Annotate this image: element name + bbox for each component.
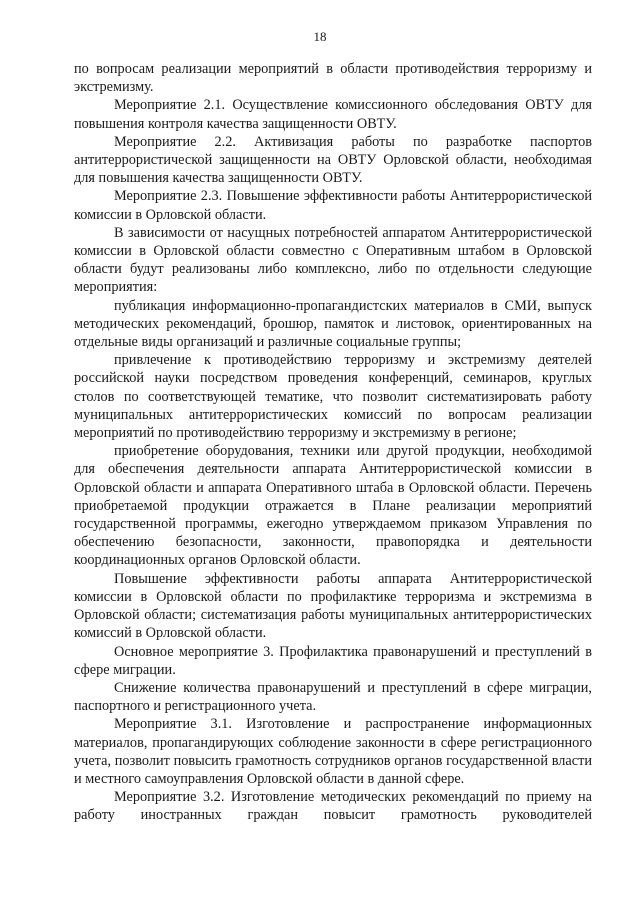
paragraph-2: Мероприятие 2.1. Осуществление комиссионного обследования ОВТУ для повышения контроля качества защищенности ОВТУ.: [74, 97, 592, 132]
document-body: [74, 60, 592, 825]
paragraph-7: привлечение к противодействию терроризму и экстремизму деятелей российской науки посредством проведения конференций, семинаров, круглых столов по соответствующей тематике, что позволит систематизировать работу муниципальных антитеррористических комиссий по вопросам реализации мероприятий по противодействию терроризму и экстремизму в регионе;: [74, 352, 592, 442]
paragraph-11: Снижение количества правонарушений и преступлений в сфере миграции, паспортного и регистрационного учета.: [74, 679, 592, 715]
paragraph-8: приобретение оборудования, техники или другой продукции, необходимой для обеспечения деятельности аппарата Антитеррористической комиссии в Орловской области и аппарата Оперативного штаба в Орловской области. Перечень приобретаемой продукции отражается в Плане реализации мероприятий государственной программы, ежегодно утверждаемом приказом Управления по обеспечению безопасности, законности, правопорядка и деятельности координационных органов Орловской области.: [74, 443, 592, 569]
paragraph-3: Мероприятие 2.2. Активизация работы по разработке паспортов антитеррористической защищенности на ОВТУ Орловской области, необходимая для повышения качества защищенности ОВТУ.: [74, 133, 592, 187]
paragraph-5: В зависимости от насущных потребностей аппаратом Антитеррористической комиссии в Орловской области совместно с Оперативным штабом в Орловской области будут реализованы либо комплексно, либо по отдельности следующие мероприятия:: [74, 224, 592, 296]
paragraph-4: Мероприятие 2.3. Повышение эффективности работы Антитеррористической комиссии в Орловской области.: [74, 188, 592, 223]
paragraph-1: по вопросам реализации мероприятий в области противодействия терроризму и экстремизму.: [74, 61, 592, 96]
paragraph-9: Повышение эффективности работы аппарата Антитеррористической комиссии в Орловской области по профилактике терроризма и экстремизма в Орловской области; систематизация работы муниципальных антитеррористических комиссий в Орловской области.: [74, 570, 592, 642]
paragraph-10: Основное мероприятие 3. Профилактика правонарушений и преступлений в сфере миграции.: [74, 643, 592, 678]
page-number: 18: [313, 29, 327, 44]
paragraph-6: публикация информационно-пропагандистских материалов в СМИ, выпуск методических рекомендаций, брошюр, памяток и листовок, ориентированных на отдельные виды организаций и различные социальные группы;: [74, 297, 592, 351]
paragraph-13: Мероприятие 3.2. Изготовление методических рекомендаций по приему на работу иностранных граждан повысит грамотность руководителей: [74, 789, 592, 824]
paragraph-12: Мероприятие 3.1. Изготовление и распространение информационных материалов, пропагандирующих соблюдение законности в сфере регистрационного учета, позволит повысить грамотность сотрудников органов государственной власти и местного самоуправления Орловской области в данной сфере.: [74, 716, 592, 787]
